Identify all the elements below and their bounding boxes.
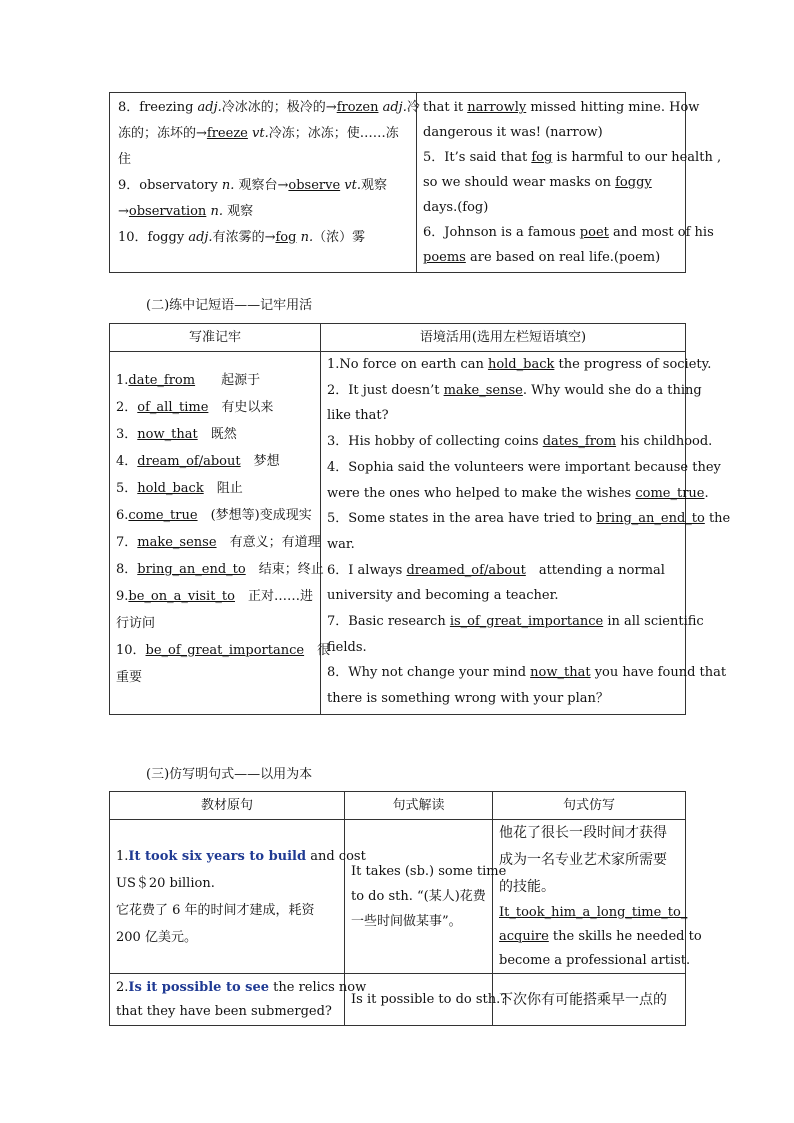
phrase-entry: 1.date_from 起源于 — [116, 373, 261, 388]
sentence-line: 6．I always dreamed_of/about attending a normal — [327, 562, 665, 578]
exercise-line: 5．It’s said that fog is harmful to our health , — [423, 150, 722, 165]
sentence-pattern-table — [109, 791, 702, 1026]
phrase-entry: 8．bring_an_end_to 结束；终止 — [116, 562, 324, 577]
sentence-line: 7．Basic research is_of_great_importance in all scientific — [327, 614, 704, 630]
pattern-explanation-cell: It takes (sb.) some time to do sth. “(某人)花费 一些时间做某事”。 — [345, 820, 493, 974]
sentence-line: like that? — [327, 408, 389, 424]
sentence-pattern-highlight: It took six years to build — [128, 848, 307, 864]
word-entry: 冻的；冻坏的→freeze vt.冷冻；冰冻；使……冻 — [118, 126, 399, 141]
phrase-entry: 重要 — [116, 670, 143, 685]
phrase-entry: 6.come_true (梦想等)变成现实 — [116, 508, 312, 523]
sentence-line: 8．Why not change your mind now_that you have found that — [327, 665, 727, 681]
context-sentences-cell — [321, 352, 731, 715]
word-entry: 住 — [118, 152, 132, 167]
exercise-line: 6．Johnson is a famous poet and most of his — [423, 225, 714, 240]
original-sentence-cell: 2.Is it possible to see the relics now that they have been submerged? — [110, 974, 345, 1026]
column-header: 教材原句 — [110, 792, 345, 820]
exercise-line: days.(fog) — [423, 200, 489, 215]
phrase-entry: 10．be_of_great_importance 很 — [116, 643, 331, 658]
exercise-line: that it narrowly missed hitting mine. How — [423, 100, 700, 115]
phrase-list-cell — [110, 352, 331, 715]
exercise-line: dangerous it was! (narrow) — [423, 125, 603, 140]
sentence-line: 1.No force on earth can hold_back the progress of society. — [327, 357, 712, 372]
column-header: 语境活用(选用左栏短语填空) — [321, 324, 686, 352]
sentence-line: 2．It just doesn’t make_sense. Why would she do a thing — [327, 382, 702, 398]
phrase-entry: 9.be_on_a_visit_to 正对……进 — [116, 589, 314, 604]
column-header: 句式解读 — [345, 792, 493, 820]
word-entry: 8．freezing adj.冷冰冰的；极冷的→frozen adj.冷 — [118, 100, 420, 115]
sentence-line: were the ones who helped to make the wishes come_true. — [327, 485, 709, 501]
exercise-line: so we should wear masks on foggy — [423, 175, 652, 190]
word-entry: 9．observatory n. 观察台→observe vt.观察 — [118, 178, 388, 193]
sentence-line: 3．His hobby of collecting coins dates_from his childhood. — [327, 434, 713, 450]
phrase-entry: 5．hold_back 阻止 — [116, 481, 243, 496]
column-header: 句式仿写 — [493, 792, 686, 820]
section-title: (二)练中记短语——记牢用活 — [146, 298, 313, 313]
section-title: (三)仿写明句式——以用为本 — [146, 767, 313, 782]
sentence-line: there is something wrong with your plan？ — [327, 691, 609, 707]
phrase-entry: 4．dream_of/about 梦想 — [116, 454, 280, 469]
imitation-cell: 下次你有可能搭乘早一点的 — [493, 974, 686, 1026]
pattern-explanation-cell: Is it possible to do sth.? — [345, 974, 493, 1026]
sentence-line: 4．Sophia said the volunteers were important because they — [327, 459, 721, 475]
original-sentence-cell: 1.It took six years to build and cost US＄20 billion. 它花费了 6 年的时间才建成，耗资 200 亿美元。 — [110, 820, 345, 974]
phrase-entry: 7．make_sense 有意义；有道理 — [116, 535, 321, 550]
sentence-line: fields. — [327, 639, 367, 655]
vocab-table — [109, 92, 722, 273]
exercise-cell — [417, 93, 722, 273]
imitation-cell: 他花了很长一段时间才获得 成为一名专业艺术家所需要 的技能。 It_took_him_a_long_time_to_ acquire the skills he needed to become a professional artist. — [493, 820, 686, 974]
exercise-line: poems are based on real life.(poem) — [423, 250, 661, 265]
sentence-line: 5．Some states in the area have tried to bring_an_end_to the — [327, 511, 731, 527]
phrases-table — [109, 323, 731, 715]
sentence-line: war. — [327, 536, 355, 552]
word-family-cell — [110, 93, 420, 273]
sentence-pattern-highlight: Is it possible to see — [128, 979, 270, 995]
phrase-entry: 行访问 — [116, 616, 156, 631]
phrase-entry: 2．of_all_time 有史以来 — [116, 400, 274, 415]
word-entry: →observation n. 观察 — [118, 204, 254, 219]
column-header: 写准记牢 — [110, 324, 321, 352]
phrase-entry: 3．now_that 既然 — [116, 427, 237, 442]
word-entry: 10．foggy adj.有浓雾的→fog n.（浓）雾 — [118, 230, 366, 245]
sentence-line: university and becoming a teacher. — [327, 588, 559, 604]
